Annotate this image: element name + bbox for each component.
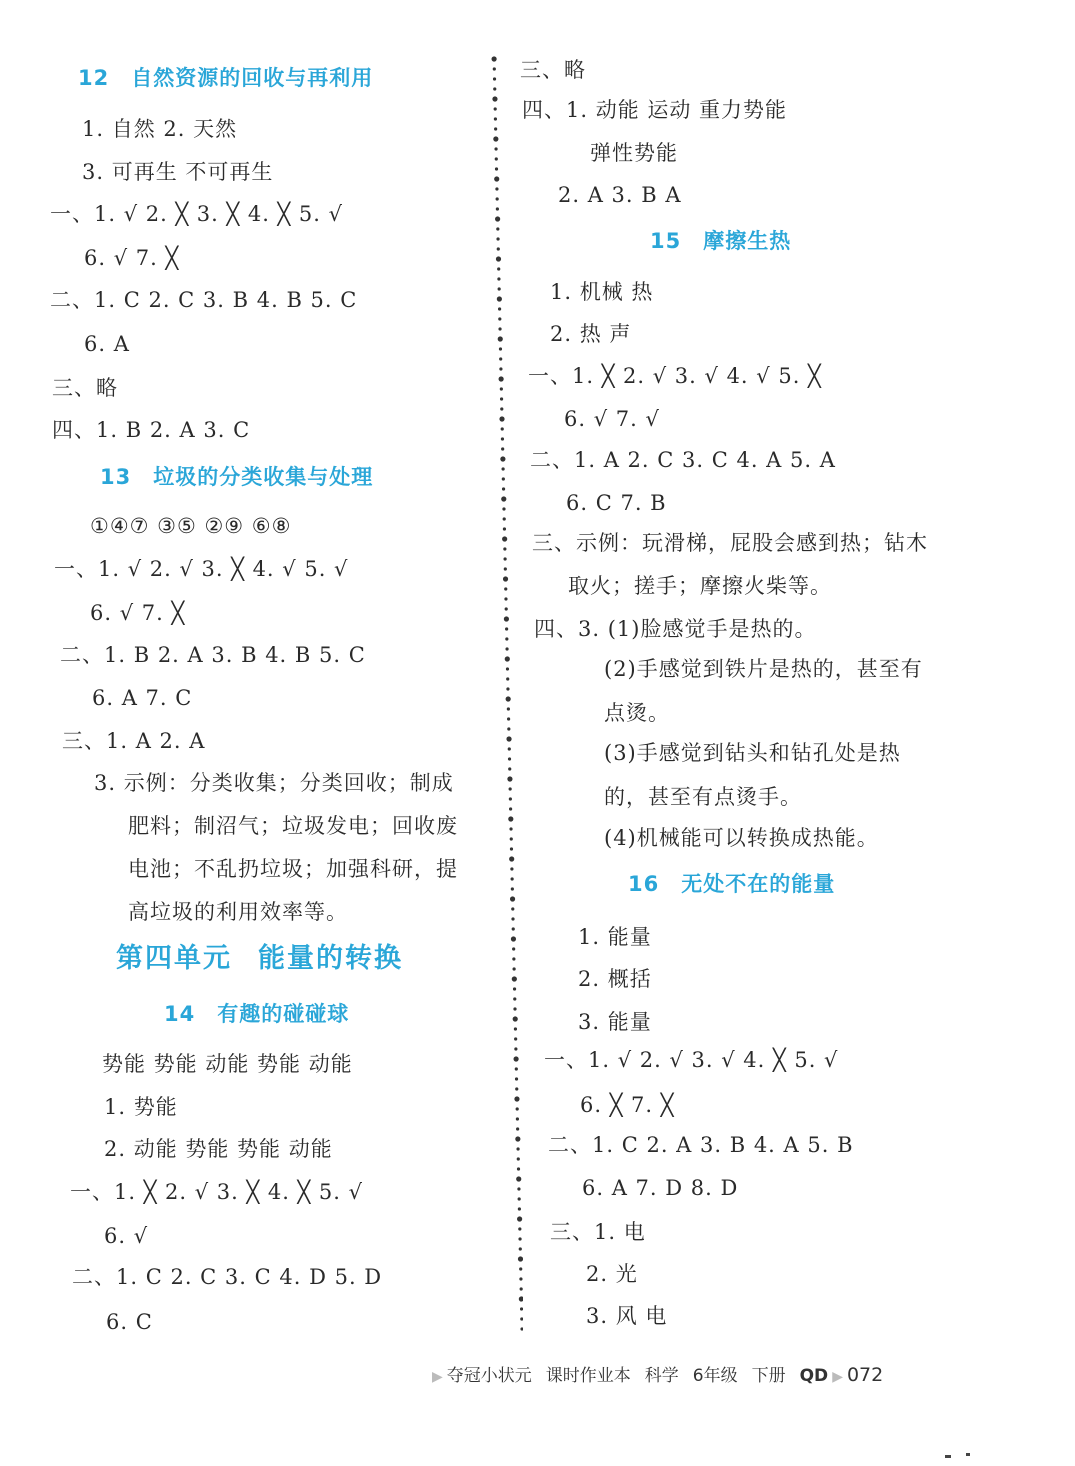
answer-line: 二、1. C 2. C 3. B 4. B 5. C bbox=[50, 288, 358, 312]
divider-dot bbox=[508, 747, 511, 750]
divider-dot bbox=[513, 1007, 516, 1010]
divider-dot bbox=[511, 887, 514, 890]
divider-dot bbox=[502, 536, 507, 541]
answer-line: 3. 示例：分类收集；分类回收；制成 bbox=[94, 771, 454, 795]
divider-dot bbox=[508, 757, 511, 760]
divider-dot bbox=[496, 197, 499, 200]
divider-dot bbox=[518, 1207, 521, 1210]
divider-dot bbox=[503, 576, 508, 581]
divider-dot bbox=[507, 707, 510, 710]
section-title: 有趣的碰碰球 bbox=[217, 1002, 350, 1026]
divider-dot bbox=[515, 1136, 520, 1141]
section-heading-13 bbox=[100, 462, 373, 492]
divider-dot bbox=[508, 816, 513, 821]
answer-line: 高垃圾的利用效率等。 bbox=[128, 900, 348, 924]
divider-dot bbox=[513, 987, 516, 990]
divider-dot bbox=[506, 667, 509, 670]
divider-dot bbox=[498, 307, 501, 310]
section-number: 14 bbox=[164, 1002, 196, 1026]
divider-dot bbox=[511, 936, 516, 941]
divider-dot bbox=[493, 67, 496, 70]
divider-dot bbox=[510, 896, 515, 901]
answer-line: 1. 机械 热 bbox=[550, 280, 654, 304]
divider-dot bbox=[518, 1197, 521, 1200]
section-number: 12 bbox=[78, 66, 110, 90]
answer-line: (4)机械能可以转换成热能。 bbox=[604, 826, 879, 850]
divider-dot bbox=[501, 427, 504, 430]
divider-dot bbox=[502, 487, 505, 490]
footer-book: 课时作业本 bbox=[545, 1366, 631, 1386]
answer-line: 四、1. B 2. A 3. C bbox=[52, 418, 251, 442]
divider-dot bbox=[505, 637, 508, 640]
divider-dot bbox=[510, 847, 513, 850]
divider-dot bbox=[518, 1256, 523, 1261]
answer-line: 6. √ 7. ╳ bbox=[84, 246, 180, 270]
section-title: 摩擦生热 bbox=[703, 229, 792, 253]
divider-dot bbox=[506, 687, 509, 690]
answer-line: 弹性势能 bbox=[590, 141, 678, 165]
section-title: 自然资源的回收与再利用 bbox=[131, 66, 374, 90]
divider-dot bbox=[515, 1067, 518, 1070]
divider-dot bbox=[496, 237, 499, 240]
answer-line: 二、1. B 2. A 3. B 4. B 5. C bbox=[60, 643, 366, 667]
divider-dot bbox=[501, 437, 504, 440]
divider-dot bbox=[504, 616, 509, 621]
divider-dot bbox=[514, 1047, 517, 1050]
divider-dot bbox=[511, 917, 514, 920]
divider-dot bbox=[513, 997, 516, 1000]
footer-edition: QD bbox=[799, 1366, 829, 1386]
answer-line: 三、示例：玩滑梯，屁股会感到热；钻木 bbox=[532, 531, 928, 555]
divider-dot bbox=[502, 477, 505, 480]
divider-dot bbox=[499, 357, 502, 360]
section-number: 13 bbox=[100, 465, 132, 489]
divider-dot bbox=[505, 607, 508, 610]
divider-dot bbox=[514, 1096, 519, 1101]
answer-line: 3. 能量 bbox=[578, 1010, 652, 1034]
divider-dot bbox=[494, 176, 499, 181]
divider-dot bbox=[517, 1187, 520, 1190]
section-number: 15 bbox=[650, 229, 682, 253]
answer-line: 三、1. A 2. A bbox=[62, 729, 206, 753]
divider-dot bbox=[503, 527, 506, 530]
divider-dot bbox=[518, 1227, 521, 1230]
answer-line: ①④⑦ ③⑤ ②⑨ ⑥⑧ bbox=[90, 514, 292, 538]
divider-dot bbox=[500, 407, 503, 410]
divider-dot bbox=[500, 456, 505, 461]
divider-dot bbox=[514, 1037, 517, 1040]
divider-dot bbox=[497, 296, 502, 301]
divider-dot bbox=[515, 1087, 518, 1090]
divider-dot bbox=[516, 1117, 519, 1120]
divider-dot bbox=[499, 416, 504, 421]
divider-dot bbox=[495, 157, 498, 160]
divider-dot bbox=[519, 1277, 522, 1280]
answer-line: 6. √ 7. ╳ bbox=[90, 601, 186, 625]
answer-line: 6. √ 7. √ bbox=[564, 407, 660, 431]
divider-dot bbox=[500, 397, 503, 400]
section-heading-16 bbox=[628, 869, 835, 899]
divider-dot bbox=[501, 496, 506, 501]
divider-dot bbox=[504, 597, 507, 600]
divider-dot bbox=[514, 1027, 517, 1030]
divider-dot bbox=[508, 767, 511, 770]
answer-line: 二、1. A 2. C 3. C 4. A 5. A bbox=[530, 448, 836, 472]
answer-line: 三、1. 电 bbox=[550, 1220, 646, 1244]
divider-dot bbox=[495, 216, 500, 221]
divider-dot bbox=[511, 907, 514, 910]
divider-dot bbox=[511, 877, 514, 880]
answer-line: 的，甚至有点烫手。 bbox=[604, 785, 802, 809]
section-title: 无处不在的能量 bbox=[681, 872, 836, 896]
divider-dot bbox=[509, 797, 512, 800]
section-title: 垃圾的分类收集与处理 bbox=[153, 465, 374, 489]
divider-dot bbox=[507, 717, 510, 720]
answer-line: 2. 动能 势能 势能 动能 bbox=[104, 1137, 333, 1161]
divider-dot bbox=[503, 547, 506, 550]
divider-dot bbox=[499, 367, 502, 370]
divider-dot bbox=[495, 187, 498, 190]
answer-line: 一、1. √ 2. √ 3. √ 4. ╳ 5. √ bbox=[544, 1048, 839, 1072]
answer-line: 三、略 bbox=[52, 376, 118, 400]
divider-dot bbox=[519, 1267, 522, 1270]
section-number: 16 bbox=[628, 872, 660, 896]
divider-dot bbox=[498, 327, 501, 330]
divider-dot bbox=[509, 807, 512, 810]
footer-volume: 下册 bbox=[751, 1366, 786, 1386]
divider-dot bbox=[507, 776, 512, 781]
divider-dot bbox=[497, 267, 500, 270]
divider-dot bbox=[512, 947, 515, 950]
answer-line: 3. 风 电 bbox=[586, 1304, 668, 1328]
divider-dot bbox=[510, 867, 513, 870]
answer-line: 点烫。 bbox=[604, 701, 670, 725]
divider-dot bbox=[496, 256, 501, 261]
divider-dot bbox=[498, 287, 501, 290]
divider-dot bbox=[507, 727, 510, 730]
divider-dot bbox=[515, 1077, 518, 1080]
answer-line: 6. A 7. C bbox=[92, 686, 193, 710]
divider-dot bbox=[506, 677, 509, 680]
divider-dot bbox=[520, 1287, 523, 1290]
divider-dot bbox=[516, 1147, 519, 1150]
divider-dot bbox=[506, 736, 511, 741]
answer-line: 6. C 7. B bbox=[566, 491, 667, 515]
answer-line: 三、略 bbox=[520, 58, 586, 82]
answer-line: 肥料；制沼气；垃圾发电；回收废 bbox=[128, 814, 458, 838]
divider-dot bbox=[498, 336, 503, 341]
divider-dot bbox=[491, 56, 496, 61]
divider-dot bbox=[512, 927, 515, 930]
divider-dot bbox=[506, 696, 511, 701]
answer-line: 电池；不乱扔垃圾；加强科研，提 bbox=[128, 857, 458, 881]
answer-line: 6. A 7. D 8. D bbox=[582, 1176, 739, 1200]
divider-dot bbox=[512, 976, 517, 981]
divider-dot bbox=[519, 1247, 522, 1250]
column-divider bbox=[491, 55, 523, 1335]
footer-brand: 夺冠小状元 bbox=[446, 1366, 532, 1386]
divider-dot bbox=[503, 517, 506, 520]
page-footer bbox=[432, 1362, 883, 1390]
divider-dot bbox=[509, 856, 514, 861]
divider-dot bbox=[516, 1127, 519, 1130]
divider-dot bbox=[501, 447, 504, 450]
divider-dot bbox=[516, 1176, 521, 1181]
answer-line: 四、1. 动能 运动 重力势能 bbox=[522, 98, 788, 122]
divider-dot bbox=[503, 557, 506, 560]
section-heading-14 bbox=[164, 999, 349, 1029]
scan-mark bbox=[966, 1453, 970, 1456]
divider-dot bbox=[513, 1016, 518, 1021]
divider-dot bbox=[495, 167, 498, 170]
arrow-icon: ▶ bbox=[832, 1369, 843, 1385]
divider-dot bbox=[517, 1157, 520, 1160]
divider-dot bbox=[504, 567, 507, 570]
answer-line: 6. C bbox=[106, 1310, 153, 1334]
answer-line: 2. A 3. B A bbox=[558, 183, 682, 207]
answer-line: (3)手感觉到钻头和钻孔处是热 bbox=[604, 741, 901, 765]
unit-title: 能量的转换 bbox=[258, 943, 403, 974]
divider-dot bbox=[494, 147, 497, 150]
divider-dot bbox=[496, 207, 499, 210]
answer-line: 6. A bbox=[84, 332, 130, 356]
answer-line: 四、3. (1)脸感觉手是热的。 bbox=[534, 617, 817, 641]
divider-dot bbox=[516, 1107, 519, 1110]
answer-line: 二、1. C 2. A 3. B 4. A 5. B bbox=[548, 1133, 854, 1157]
divider-dot bbox=[496, 227, 499, 230]
answer-line: 1. 势能 bbox=[104, 1095, 178, 1119]
divider-dot bbox=[493, 77, 496, 80]
arrow-icon: ▶ bbox=[432, 1369, 443, 1385]
scan-mark bbox=[945, 1455, 951, 1458]
divider-dot bbox=[505, 627, 508, 630]
divider-dot bbox=[517, 1167, 520, 1170]
divider-dot bbox=[499, 347, 502, 350]
answer-line: 6. √ bbox=[104, 1224, 149, 1248]
divider-dot bbox=[494, 127, 497, 130]
divider-dot bbox=[497, 277, 500, 280]
section-heading-12 bbox=[78, 63, 373, 93]
answer-line: 二、1. C 2. C 3. C 4. D 5. D bbox=[72, 1265, 383, 1289]
divider-dot bbox=[512, 957, 515, 960]
answer-line: 取火；搓手；摩擦火柴等。 bbox=[568, 574, 832, 598]
divider-dot bbox=[498, 317, 501, 320]
answer-line: 一、1. ╳ 2. √ 3. √ 4. √ 5. ╳ bbox=[528, 364, 822, 388]
answer-line: 一、1. √ 2. √ 3. ╳ 4. √ 5. √ bbox=[54, 557, 349, 581]
answer-line: 1. 自然 2. 天然 bbox=[82, 117, 238, 141]
divider-dot bbox=[520, 1317, 523, 1320]
answer-line: 势能 势能 动能 势能 动能 bbox=[102, 1052, 353, 1076]
answer-line: 3. 可再生 不可再生 bbox=[82, 160, 274, 184]
divider-dot bbox=[494, 117, 497, 120]
unit-heading bbox=[116, 941, 403, 977]
divider-dot bbox=[520, 1327, 523, 1330]
answer-line: 一、1. √ 2. ╳ 3. ╳ 4. ╳ 5. √ bbox=[50, 202, 343, 226]
divider-dot bbox=[500, 387, 503, 390]
divider-dot bbox=[493, 136, 498, 141]
divider-dot bbox=[505, 656, 510, 661]
divider-dot bbox=[517, 1216, 522, 1221]
divider-dot bbox=[510, 837, 513, 840]
divider-dot bbox=[494, 107, 497, 110]
answer-line: 2. 概括 bbox=[578, 967, 652, 991]
answer-line: 2. 光 bbox=[586, 1262, 638, 1286]
section-heading-15 bbox=[650, 226, 791, 256]
divider-dot bbox=[504, 587, 507, 590]
divider-dot bbox=[519, 1296, 523, 1301]
divider-dot bbox=[509, 787, 512, 790]
footer-subject: 科学 bbox=[644, 1366, 679, 1386]
divider-dot bbox=[513, 1056, 518, 1061]
footer-grade: 6年级 bbox=[692, 1366, 738, 1386]
divider-dot bbox=[492, 96, 497, 101]
divider-dot bbox=[497, 247, 500, 250]
divider-dot bbox=[520, 1307, 523, 1310]
answer-line: 6. ╳ 7. ╳ bbox=[580, 1093, 675, 1117]
divider-dot bbox=[502, 507, 505, 510]
divider-dot bbox=[518, 1237, 521, 1240]
answer-line: 1. 能量 bbox=[578, 925, 652, 949]
divider-dot bbox=[509, 827, 512, 830]
answer-line: 2. 热 声 bbox=[550, 322, 632, 346]
answer-line: (2)手感觉到铁片是热的，甚至有 bbox=[604, 657, 923, 681]
divider-dot bbox=[513, 967, 516, 970]
divider-dot bbox=[502, 467, 505, 470]
divider-dot bbox=[499, 376, 504, 381]
divider-dot bbox=[493, 87, 496, 90]
unit-label: 第四单元 bbox=[116, 943, 232, 974]
page-number: 072 bbox=[846, 1364, 884, 1386]
divider-dot bbox=[505, 647, 508, 650]
answer-line: 一、1. ╳ 2. √ 3. ╳ 4. ╳ 5. √ bbox=[70, 1180, 363, 1204]
